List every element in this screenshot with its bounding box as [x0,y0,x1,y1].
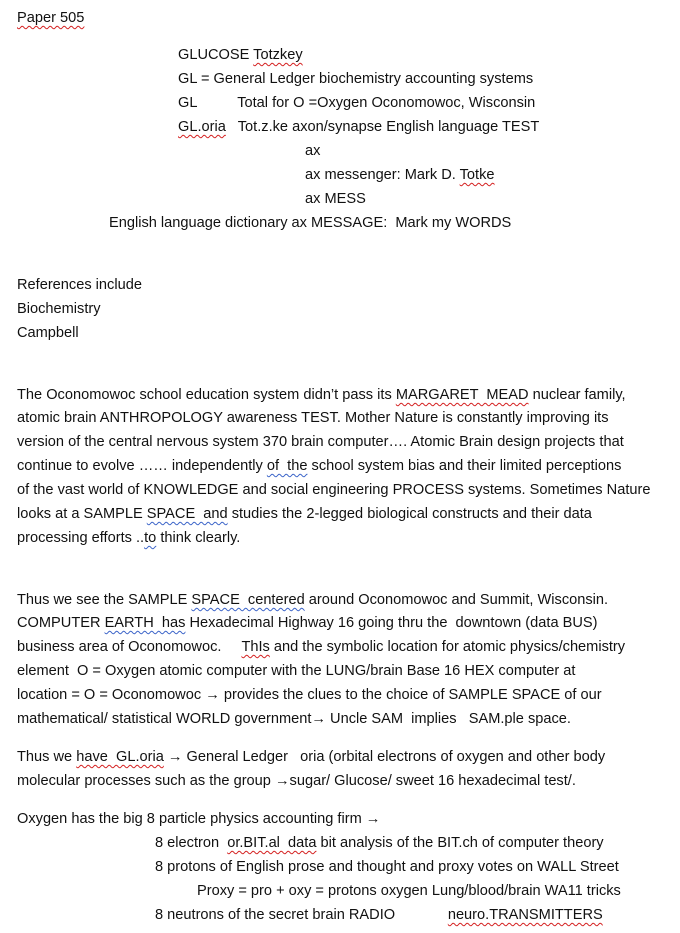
header-line-gl-ledger [178,69,533,89]
text-run: version of the central nervous system 370 brain computer…. Atomic Brain design projects that [17,434,624,450]
paragraph-2-line [17,685,602,705]
header-text: GL Total for O =Oxygen Oconomowoc, Wisconsin [178,95,536,111]
text-run: nuclear family, [528,387,626,403]
paragraph-1-line [17,385,626,405]
paragraph-4-line [155,905,603,925]
paragraph-4-line [155,833,604,853]
header-squiggle-text: Totzkey [253,47,303,63]
text-run: Thus we [17,749,77,765]
squiggle-text-run: or.BIT.al data [227,835,317,851]
text-run: continue to evolve …… independently [17,458,267,474]
paragraph-2-line [17,709,571,729]
reference-item: Biochemistry [17,301,101,317]
header-line-ax [305,141,320,161]
paragraph-3-line [17,747,605,767]
text-run: bit analysis of the BIT.ch of computer theory [316,835,604,851]
header-text: Tot.z.ke axon/synapse English language TEST [225,119,540,135]
text-run: 8 neutrons of the secret brain RADIO [155,907,448,923]
paragraph-2-line [17,590,608,610]
paragraph-1-line [17,408,609,428]
text-run: Hexadecimal Highway 16 going thru the downtown (data BUS) [185,615,598,631]
references-heading: References include [17,277,142,293]
squiggle-text-run: to [144,530,157,546]
header-text: ax messenger: Mark D. [305,167,460,183]
text-run: think clearly. [156,530,241,546]
paragraph-3-line [17,771,576,791]
squiggle-text-run: neuro.TRANSMITTERS [447,907,603,923]
squiggle-text-run: SPACE centered [191,592,305,608]
paragraph-4-line [197,881,621,901]
text-run: around Oconomowoc and Summit, Wisconsin. [304,592,609,608]
text-run: 8 electron [155,835,228,851]
header-text: GL = General Ledger biochemistry accounting systems [178,71,534,87]
text-run: The Oconomowoc school education system didn’t pass its [17,387,396,403]
text-run: processing efforts .. [17,530,145,546]
reference-item: Campbell [17,325,79,341]
squiggle-text-run: ThIs [241,639,270,655]
header-line-glucose [178,45,303,65]
paragraph-4-line [17,809,380,829]
text-run: atomic brain ANTHROPOLOGY awareness TEST. Mother Nature is constantly improving its [17,410,609,426]
squiggle-text-run: have GL.oria [76,749,164,765]
squiggle-text-run: MARGARET MEAD [395,387,529,403]
text-run: → General Ledger oria (orbital electrons of oxygen and other body [163,749,606,765]
squiggle-text-run: SPACE and [146,506,228,522]
paragraph-1-line [17,432,624,452]
header-line-ax-messenger [305,165,495,185]
text-run: studies the 2-legged biological constructs and their data [227,506,592,522]
header-squiggle-text: Totke [459,167,495,183]
text-run: location = O = Oconomowoc → provides the clues to the choice of SAMPLE SPACE of our [17,687,602,703]
text-run: business area of Oconomowoc. [17,639,242,655]
text-run: and the symbolic location for atomic physics/chemistry [269,639,626,655]
text-run: element O = Oxygen atomic computer with the LUNG/brain Base 16 HEX computer at [17,663,576,679]
header-text: ax [305,143,321,159]
text-run: COMPUTER [17,615,105,631]
header-text: GLUCOSE [178,47,254,63]
paragraph-1-line [17,504,592,524]
paragraph-1-line [17,528,240,548]
squiggle-text-run: EARTH has [104,615,186,631]
text-run: looks at a SAMPLE [17,506,147,522]
header-squiggle-text: GL.oria [178,119,226,135]
header-line-gloria [178,117,539,137]
paragraph-2-line [17,613,598,633]
header-text: English language dictionary ax MESSAGE: Mark my WORDS [109,215,512,231]
text-run: 8 protons of English prose and thought and proxy votes on WALL Street [155,859,619,875]
text-run: school system bias and their limited perceptions [307,458,622,474]
paragraph-2-line [17,637,625,657]
header-line-gl-total [178,93,535,113]
text-run: Thus we see the SAMPLE [17,592,192,608]
squiggle-text-run: of the [266,458,308,474]
header-line-dictionary [109,213,511,233]
paragraph-1-line [17,480,650,500]
header-text: ax MESS [305,191,366,207]
text-run: of the vast world of KNOWLEDGE and social engineering PROCESS systems. Sometimes Nature [17,482,651,498]
text-run: mathematical/ statistical WORLD government→ Uncle SAM implies SAM.ple space. [17,711,571,727]
text-run: Proxy = pro + oxy = protons oxygen Lung/blood/brain WA11 tricks [197,883,621,899]
paper-label: Paper 505 [17,10,85,26]
text-run: Oxygen has the big 8 particle physics accounting firm → [17,811,381,827]
paragraph-1-line [17,456,621,476]
paragraph-4-line [155,857,619,877]
header-line-ax-mess [305,189,366,209]
paragraph-2-line [17,661,575,681]
text-run: molecular processes such as the group →sugar/ Glucose/ sweet 16 hexadecimal test/. [17,773,576,789]
